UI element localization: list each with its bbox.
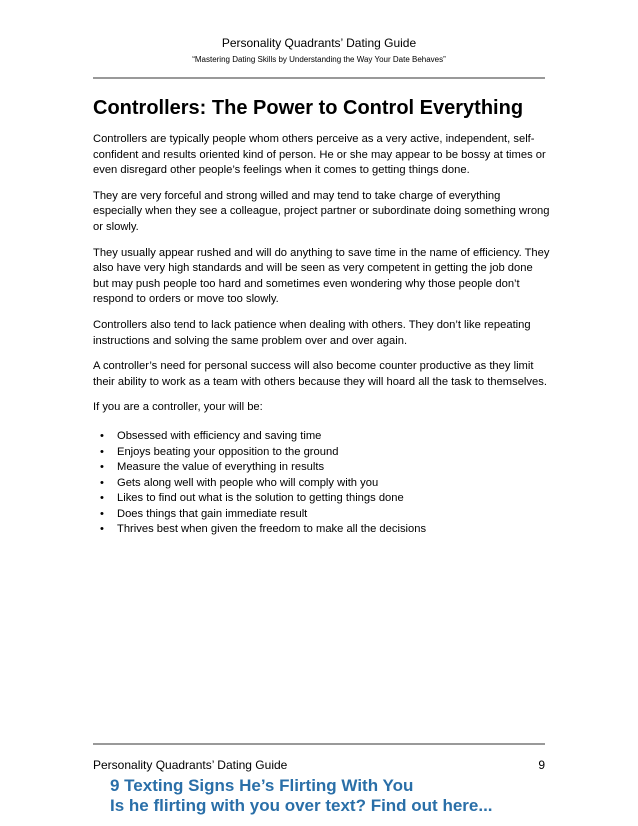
list-item-text: Thrives best when given the freedom to make all the decisions [117,523,427,536]
list-item-text: Gets along well with people who will comply with you [117,476,379,489]
footer-label: Personality Quadrants’ Dating Guide [93,758,288,772]
header-rule [93,77,545,79]
header-title: Personality Quadrants’ Dating Guide [221,36,417,50]
bullet-icon: • [100,445,104,458]
list-item [93,476,551,492]
ad-headline[interactable]: 9 Texting Signs He’s Flirting With You [110,776,414,795]
page-header [0,36,638,65]
list-item [93,507,551,523]
list-item [93,491,551,507]
bullet-icon: • [100,461,104,474]
list-item [93,522,551,538]
footer-rule [93,743,545,745]
list-item-text: Does things that gain immediate result [117,507,308,520]
paragraph: Controllers also tend to lack patience when dealing with others. They don’t like repeating instructions and solving the same problem over and over again. [93,318,531,347]
body-content [93,132,551,538]
header-subtitle: “Mastering Dating Skills by Understanding the Way Your Date Behaves” [192,55,446,64]
bullet-icon: • [100,492,104,505]
trait-list [93,429,551,538]
list-item [93,460,551,476]
list-item [93,429,551,445]
section-heading: Controllers: The Power to Control Everything [93,97,524,119]
list-intro: If you are a controller, your will be: [93,401,263,414]
bullet-icon: • [100,507,104,520]
list-item-text: Likes to find out what is the solution to getting things done [117,492,404,505]
list-item-text: Enjoys beating your opposition to the ground [117,445,339,458]
ad-tagline[interactable]: Is he flirting with you over text? Find out here... [110,796,493,815]
paragraph: A controller’s need for personal success will also become counter productive as they limit their ability to work as a team with others because they will hoard all the task to themselves. [93,360,547,388]
page-number: 9 [538,758,545,772]
paragraph: Controllers are typically people whom others perceive as a very active, independent, self-confident and results oriented kind of person. He or she may appear to be bossy at times or even disregard other people’s feelings when it comes to getting things done. [93,133,546,177]
bullet-icon: • [100,429,104,442]
list-item-text: Measure the value of everything in results [117,461,325,474]
paragraph: They are very forceful and strong willed and may tend to take charge of everything especially when they see a colleague, project partner or subordinate doing something wrong or slowly. [93,189,550,233]
list-item [93,445,551,461]
bullet-icon: • [100,523,104,536]
list-item-text: Obsessed with efficiency and saving time [117,429,322,442]
bullet-icon: • [100,476,104,489]
paragraph: They usually appear rushed and will do anything to save time in the name of efficiency. They also have very high standards and will be seen as very competent in getting the job done but may push people too hard and sometimes even wondering why those people don’t respond to orders or move too slowly. [93,246,550,306]
ad-link[interactable] [110,776,635,816]
